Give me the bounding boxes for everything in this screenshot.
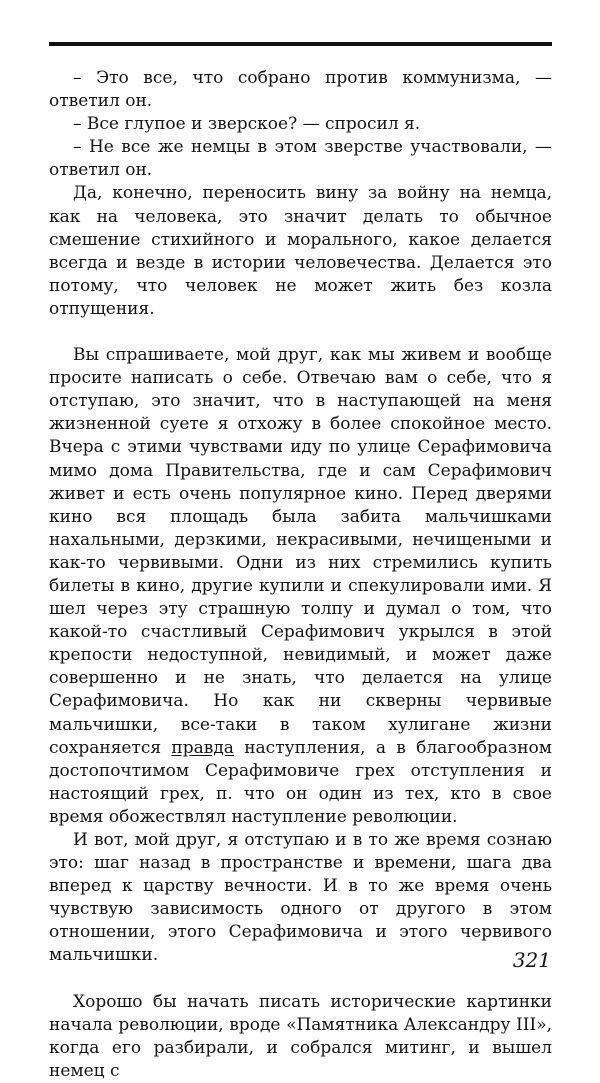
paragraph-text: И вот, мой друг, я отступаю и в то же время сознаю это: шаг назад в пространстве и времени, шага два вперед к царству вечности. И в то же время очень чувствую зависимость одного от другого в этом отношении, этого Серафимовича и этого червивого мальчишки.: [49, 830, 552, 966]
paragraph-7: [49, 991, 552, 1083]
paragraph-text: Хорошо бы начать писать исторические картинки начала революции, вроде «Памятника Александру III», когда его разбирали, и собрался митинг, и вышел немец с: [49, 991, 552, 1081]
paragraph-text: – Не все же немцы в этом зверстве участвовали, — ответил он.: [49, 137, 552, 181]
paragraph-text: – Это все, что собрано против коммунизма, — ответил он.: [49, 68, 552, 112]
paragraph-text: Да, конечно, переносить вину за войну на немца, как на человека, это значит делать то обычное смешение стихийного и морального, какое делается всегда и везде в истории человечества. Делается это потому, что человек не может жить без козла отпущения.: [49, 183, 552, 319]
page-body: [49, 67, 552, 1083]
paragraph-3: [49, 136, 552, 182]
paragraph-4: [49, 182, 552, 321]
paragraph-2: [49, 113, 552, 136]
paragraph-text: Вы спрашиваете, мой друг, как мы живем и вообще просите написать о себе. Отвечаю вам о себе, что я отступаю, это значит, что в наступающей на меня жизненной суете я отхожу в более спокойное место. Вчера с этими чувствами иду по улице Серафимовича мимо дома Правительства, где и сам Серафимович живет и есть очень популярное кино. Перед дверями кино вся площадь была забита мальчишками нахальными, дерзкими, некрасивыми, нечищеными и как-то червивыми. Одни из них стремились купить билеты в кино, другие купили и спекулировали ими. Я шел через эту страшную толпу и думал о том, что какой-то счастливый Серафимович укрылся в этой крепости недоступной, невидимый, и может даже совершенно и не знать, что делается на улице Серафимовича. Но как ни скверны червивые мальчишки, все-таки в таком хулигане жизни сохраняется: [49, 345, 552, 758]
paragraph-1: [49, 67, 552, 113]
paragraph-6: [49, 829, 552, 968]
paragraph-text: – Все глупое и зверское? — спросил я.: [73, 114, 421, 135]
paragraph-5: [49, 344, 552, 829]
top-rule: [49, 42, 552, 46]
underlined-word: правда: [171, 737, 234, 758]
paragraph-text: наступления, а в благообразном достопочтимом Серафимовиче грех отступления и настоящий грех, п. что он один из тех, кто в свое время обожествлял наступление революции.: [49, 737, 552, 827]
page-number: 321: [512, 948, 551, 972]
